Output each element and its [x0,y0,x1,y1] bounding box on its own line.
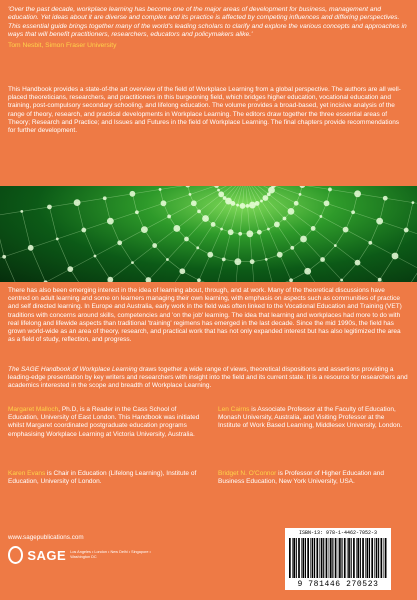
endorsement-quote [8,6,408,50]
bio-text: is Chair in Education (Lifelong Learning), Institute of Education, University of London. [8,470,197,486]
publisher-url[interactable]: www.sagepublications.com [8,534,84,541]
bio-len-cairns [218,406,408,431]
quote-text: 'Over the past decade, workplace learning has become one of the major areas of development for business, management and education. Yet ideas about it are diverse and complex and its practice is affected by competing influences and differing perspectives. This essential guide brings together many of the world's leading scholars to clarify and explore the various concepts and approaches in ways that will benefit practitioners, researchers, educators and policymakers alike.' [8,6,407,39]
publisher-cities: Los Angeles • London • New Delhi • Singapore • Washington DC [70,550,151,559]
bio-name: Karen Evans [8,470,46,477]
bio-karen-evans [8,470,204,486]
book-title-italic: The SAGE Handbook of Workplace Learning [8,366,138,373]
publisher-block [8,534,158,564]
bio-bridget-oconnor [218,470,408,486]
barcode-digits: 9 781446 270523 [297,580,379,589]
bio-margaret-malloch [8,406,204,439]
sage-logo-icon [8,546,23,564]
quote-attribution: Tom Nesbit, Simon Fraser University [8,41,117,49]
intro-paragraph: This Handbook provides a state-of-the art overview of the field of Workplace Learning from a global perspective. The authors are all well-placed theoreticians, researchers, and practitioners in this burgeoning field, which bridges higher education, vocational education and training, post-compulsory secondary schooling, and lifelong education. The volume provides a broad-based, yet incisive analysis of the range of theory, research, and practical developments in Workplace Learning. The editors draw together the three essential areas of Theory; Research and Practice; and Issues and Futures in the field of Workplace Learning. The final chapters provide recommendations for further development. [8,86,401,135]
bio-text: , Ph.D, is a Reader in the Cass School of Education, University of East London. This Handbook was initiated whilst Margaret coordinated postgraduate education programs emphasising Workplace Learning at Victoria University, Australia. [8,406,200,438]
spider-web-illustration [0,186,417,282]
barcode-bars [289,538,387,578]
description-text: draws together a wide range of views, theoretical dispositions and assertions providing a leading-edge presentation by key writers and researchers with insight into the field and its current state. It is a resource for researchers and academics interested in the scope and breadth of Workplace Learning. [8,366,408,390]
description-paragraph-1: There has also been emerging interest in the idea of learning about, through, and at work. Many of the theoretical discussions have centred on adult learning and some on learners managing their own learning, with emphasis on aspects such as communities of practice and self directed learning. In Europe and Australia, early work in the field was often linked to the Vocational Education and Training (VET) traditions with concerns around skills, competencies and 'on the job' learning. The idea that learning and workplaces had more to do with real lifelong and lifewide aspects than traditional 'training' regimens has emerged in the last decade. Since the mid 1990s, the field has grown world-wide as an area of theory, research, and practical work that has not only expanded interest but has also legitimized the area as a field of study, reflection, and progress. [8,287,402,344]
publisher-name: SAGE [27,547,67,563]
bio-name: Len Cairns [218,406,250,413]
bio-name: Bridget N. O'Connor [218,470,277,477]
sage-logo [8,546,158,564]
description-paragraph-2 [8,366,408,391]
bio-name: Margaret Malloch [8,406,59,413]
bio-text: is Professor of Higher Education and Business Education, New York University, USA. [218,470,384,486]
bio-text: is Associate Professor at the Faculty of Education, Monash University, Australia, and Visiting Professor at the Institute of Work Based Learning, Middlesex University, London. [218,406,403,430]
isbn-barcode [285,528,391,590]
isbn-label: ISBN-13: 978-1-4462-7052-3 [298,530,377,536]
cover-photo-dewdrops [0,186,417,282]
